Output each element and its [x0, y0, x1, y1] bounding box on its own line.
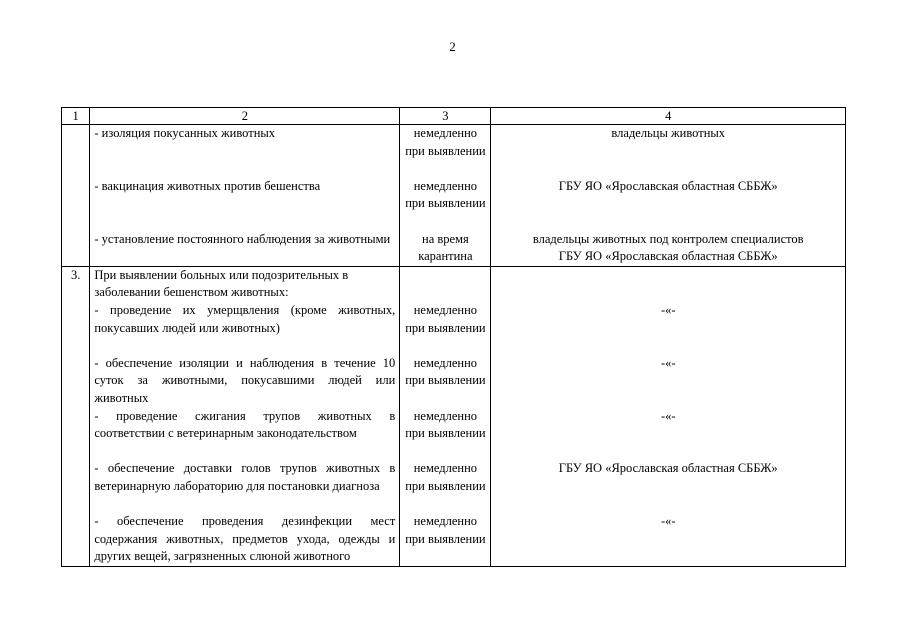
action-item: - обеспечение изоляции и наблюдения в течение 10 суток за животными, покусавшими людей или животных [94, 355, 396, 405]
terms-cell [400, 266, 491, 566]
table-row [62, 125, 846, 267]
column-number-4: 4 [491, 108, 846, 125]
term-item: немедленно при выявлении [405, 178, 486, 211]
term-item: немедленно при выявлении [405, 408, 486, 441]
action-item: - обеспечение доставки голов трупов животных в ветеринарную лабораторию для постановки диагноза [94, 461, 396, 493]
term-item: немедленно при выявлении [405, 355, 486, 388]
responsible-item: -«- [660, 355, 676, 370]
page-number: 2 [449, 39, 456, 54]
term-item: на время карантина [418, 231, 473, 264]
row-number [62, 125, 90, 267]
responsible-item: владельцы животных [611, 126, 726, 140]
action-item: - изоляция покусанных животных [94, 126, 276, 140]
measures-table [61, 107, 846, 567]
action-item: - вакцинация животных против бешенства [94, 178, 321, 193]
table-row [62, 266, 846, 566]
action-item: - проведение сжигания трупов животных в соответствии с ветеринарным законодательством [94, 408, 396, 441]
table-header-row [62, 108, 846, 125]
responsible-cell [491, 125, 846, 267]
term-item: немедленно при выявлении [405, 514, 486, 546]
action-item: - обеспечение проведения дезинфекции мест содержания животных, предметов ухода, одежды и других вещей, загрязненных слюной животного [94, 514, 396, 564]
terms-cell [400, 125, 491, 267]
responsible-item: владельцы животных под контролем специалистов [532, 231, 804, 246]
actions-cell [90, 125, 400, 267]
responsible-item: -«- [660, 514, 676, 529]
action-item: - проведение их умерщвления (кроме животных, покусавших людей или животных) [94, 302, 396, 335]
responsible-cell [491, 266, 846, 566]
term-item: немедленно при выявлении [405, 302, 486, 335]
term-item: немедленно при выявлении [405, 126, 486, 158]
row-number: 3. [62, 266, 90, 566]
column-number-3: 3 [400, 108, 491, 125]
column-number-1: 1 [62, 108, 90, 125]
actions-cell [90, 266, 400, 566]
responsible-item: -«- [660, 302, 676, 317]
responsible-item: ГБУ ЯО «Ярославская областная СББЖ» [558, 461, 778, 476]
responsible-item: -«- [660, 408, 676, 423]
term-item: немедленно при выявлении [405, 461, 486, 493]
responsible-item: ГБУ ЯО «Ярославская областная СББЖ» [558, 249, 778, 264]
section-intro: При выявлении больных или подозрительных в заболевании бешенством животных: [94, 267, 349, 300]
responsible-item: ГБУ ЯО «Ярославская областная СББЖ» [558, 178, 778, 193]
column-number-2: 2 [90, 108, 400, 125]
action-item: - установление постоянного наблюдения за животными [94, 231, 391, 246]
